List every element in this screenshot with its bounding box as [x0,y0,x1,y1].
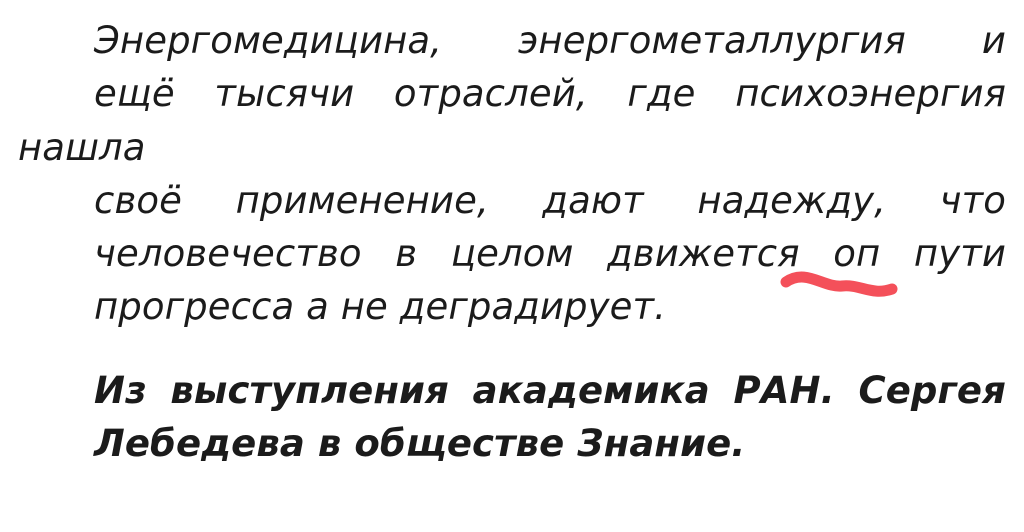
body-line-5: прогресса а не деградирует. [94,285,667,329]
body-line-3: своё применение, дают надежду, что [94,178,1006,222]
body-paragraph [18,14,1006,334]
body-line-2: ещё тысячи отраслей, где психоэнергия нашла [18,72,1006,169]
attribution-paragraph [18,364,1006,471]
attribution-line-1: Из выступления академика РАН. Сергея [94,368,1006,412]
attribution-line-2: Лебедева в обществе Знание. [94,421,746,465]
body-line-4: человечество в целом движется оп пути [94,232,1006,276]
body-line-1: Энергомедицина, энергометаллургия и [94,19,1006,62]
